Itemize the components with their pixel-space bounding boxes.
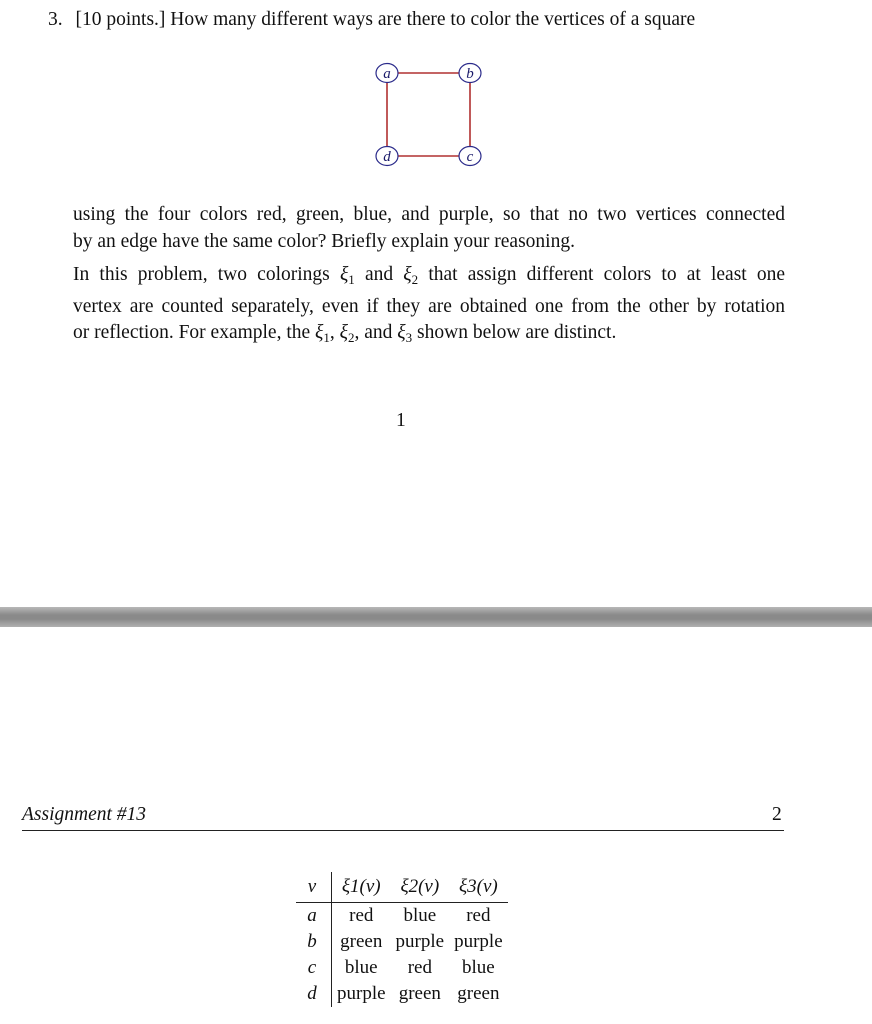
vertex-a (376, 64, 398, 83)
table-row (296, 955, 508, 981)
coloring-table (296, 872, 508, 1007)
cell-xi3: red (466, 905, 491, 926)
vertex-d (376, 147, 398, 166)
row-vertex: b (296, 929, 332, 955)
problem-points: [10 points.] (75, 9, 166, 30)
paragraph-distinct-colorings (73, 262, 785, 352)
p2-comma-1: , (329, 322, 335, 343)
paragraph2-line2: vertex are counted separately, even if they are obtained one from the other by rotation (73, 295, 785, 317)
cell-xi3: blue (462, 957, 495, 978)
xi-2-symbol-ex: $\xi_2$ (339, 322, 355, 345)
cell-xi1: purple (337, 983, 386, 1004)
p2-text-3: that assign different colors to at least one (428, 264, 786, 285)
page-2 (0, 627, 872, 1024)
p2-text-1: In this problem, two colorings (73, 264, 330, 285)
xi-1-symbol: $\xi_1$ (339, 264, 355, 287)
p2-text-4: or reflection. For example, the (73, 322, 311, 343)
vertex-c (459, 147, 481, 166)
cell-xi1: red (349, 905, 374, 926)
cell-xi2: blue (403, 905, 437, 926)
cell-xi2: purple (395, 931, 445, 952)
xi-2-symbol: $\xi_2$ (403, 264, 419, 287)
square-graph-figure (360, 55, 500, 175)
xi-1-symbol-ex: $\xi_1$ (315, 322, 330, 345)
running-header-title: Assignment #13 (22, 804, 147, 825)
running-header-page-number: 2 (772, 804, 782, 825)
table-row (296, 981, 508, 1007)
cell-xi2: red (407, 957, 432, 978)
cell-xi2: green (398, 983, 441, 1004)
vertex-d-label: d (383, 149, 391, 165)
page-number: 1 (396, 410, 406, 431)
problem-question: How many different ways are there to color the vertices of a square (170, 9, 696, 30)
table-row (296, 929, 508, 955)
header-xi1: ξ1(v) (332, 872, 391, 903)
page-separator (0, 607, 872, 627)
problem-number: 3. (48, 9, 63, 30)
paragraph1-line1: using the four colors red, green, blue, and purple, so that no two vertices connected (73, 204, 785, 225)
vertex-b (459, 64, 481, 83)
cell-xi3: green (457, 983, 500, 1004)
table-header-row (296, 872, 508, 903)
header-xi2: ξ2(v) (391, 872, 450, 903)
header-rule (22, 830, 784, 831)
paragraph-colors (73, 202, 785, 255)
table-row (296, 903, 508, 930)
coloring-table-wrapper (296, 872, 566, 1007)
row-vertex: c (296, 955, 332, 981)
cell-xi1: green (340, 931, 383, 952)
paragraph1-line2: by an edge have the same color? Briefly explain your reasoning. (73, 230, 575, 252)
vertex-b-label: b (466, 66, 474, 82)
p2-text-2: and (364, 264, 394, 285)
row-vertex: d (296, 981, 332, 1007)
header-xi3: ξ3(v) (449, 872, 508, 903)
p2-text-5: shown below are distinct. (417, 322, 617, 343)
paragraph2-line1 (73, 262, 785, 294)
p2-and: , and (354, 322, 393, 343)
vertex-a-label: a (383, 66, 391, 82)
problem-statement (48, 9, 695, 31)
cell-xi1: blue (344, 957, 378, 978)
cell-xi3: purple (454, 931, 503, 952)
row-vertex: a (296, 903, 332, 930)
vertex-c-label: c (466, 149, 474, 165)
header-v: v (296, 872, 332, 903)
paragraph2-line3 (73, 320, 785, 352)
xi-3-symbol-ex: $\xi_3$ (397, 322, 413, 345)
